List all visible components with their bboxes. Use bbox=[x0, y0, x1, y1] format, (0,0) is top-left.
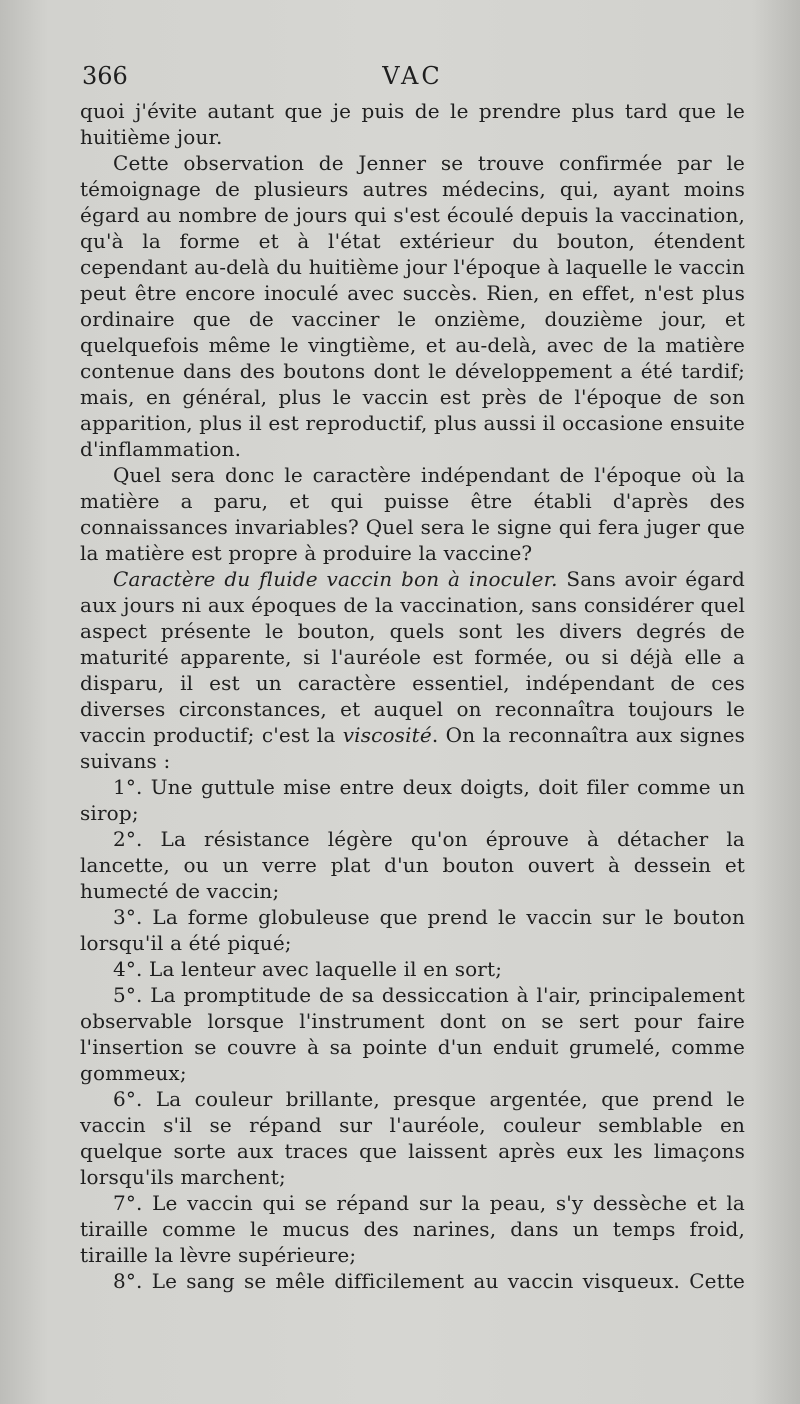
list-item: 3°. La forme globuleuse que prend le vaccin sur le bouton lorsqu'il a été piqué; bbox=[80, 905, 745, 955]
section-paragraph bbox=[80, 566, 745, 774]
paragraph: Cette observation de Jenner se trouve confirmée par le témoignage de plusieurs autres médecins, qui, ayant moins égard au nombre de jours qui s'est écoulé depuis la vaccination, qu'à la forme et à l'état extérieur du bouton, étendent cependant au-delà du huitième jour l'époque à laquelle le vaccin peut être encore inoculé avec succès. Rien, en effet, n'est plus ordinaire que de vacciner le onzième, douzième jour, et quelquefois même le vingtième, et au-delà, avec de la matière contenue dans des boutons dont le développement a été tardif; mais, en général, plus le vaccin est près de l'époque de son apparition, plus il est reproductif, plus aussi il occasione ensuite d'inflammation. bbox=[80, 151, 745, 461]
paragraph: quoi j'évite autant que je puis de le prendre plus tard que le huitième jour. bbox=[80, 99, 745, 149]
paragraph: Quel sera donc le caractère indépendant de l'époque où la matière a paru, et qui puisse être établi d'après des connaissances invariables? Quel sera le signe qui fera juger que la matière est propre à produire la vaccine? bbox=[80, 463, 745, 565]
emphasized-term: viscosité bbox=[342, 723, 432, 747]
section-title: Caractère du fluide vaccin bon à inoculer. bbox=[113, 567, 558, 591]
page-number: 366 bbox=[82, 62, 128, 90]
body-text bbox=[80, 98, 745, 1294]
page-header bbox=[80, 62, 745, 94]
list-item: 5°. La promptitude de sa dessiccation à l'air, principalement observable lorsque l'instrument dont on se sert pour faire l'insertion se couvre à sa pointe d'un enduit grumelé, comme gommeux; bbox=[80, 983, 745, 1085]
section-text: Sans avoir égard aux jours ni aux époques de la vaccination, sans considérer quel aspect présente le bouton, quels sont les divers degrés de maturité apparente, si l'auréole est formée, ou si déjà elle a disparu, il est un caractère essentiel, indépendant de ces diverses circonstances, et auquel on reconnaîtra toujours le vaccin productif; c'est la bbox=[80, 567, 745, 747]
list-item: 7°. Le vaccin qui se répand sur la peau, s'y dessèche et la tiraille comme le mucus des narines, dans un temps froid, tiraille la lèvre supérieure; bbox=[80, 1191, 745, 1267]
list-item: 4°. La lenteur avec laquelle il en sort; bbox=[113, 957, 503, 981]
list-item: 1°. Une guttule mise entre deux doigts, doit filer comme un sirop; bbox=[80, 775, 745, 825]
list-item: 8°. Le sang se mêle difficilement au vaccin visqueux. Cette bbox=[113, 1269, 745, 1293]
section-text-end: . On la reconnaîtra aux signes suivans : bbox=[80, 723, 745, 773]
list-item: 2°. La résistance légère qu'on éprouve à détacher la lancette, ou un verre plat d'un bouton ouvert à dessein et humecté de vaccin; bbox=[80, 827, 745, 903]
running-head: VAC bbox=[382, 62, 443, 90]
list-item: 6°. La couleur brillante, presque argentée, que prend le vaccin s'il se répand sur l'auréole, couleur semblable en quelque sorte aux traces que laissent après eux les limaçons lorsqu'ils marchent; bbox=[80, 1087, 745, 1189]
